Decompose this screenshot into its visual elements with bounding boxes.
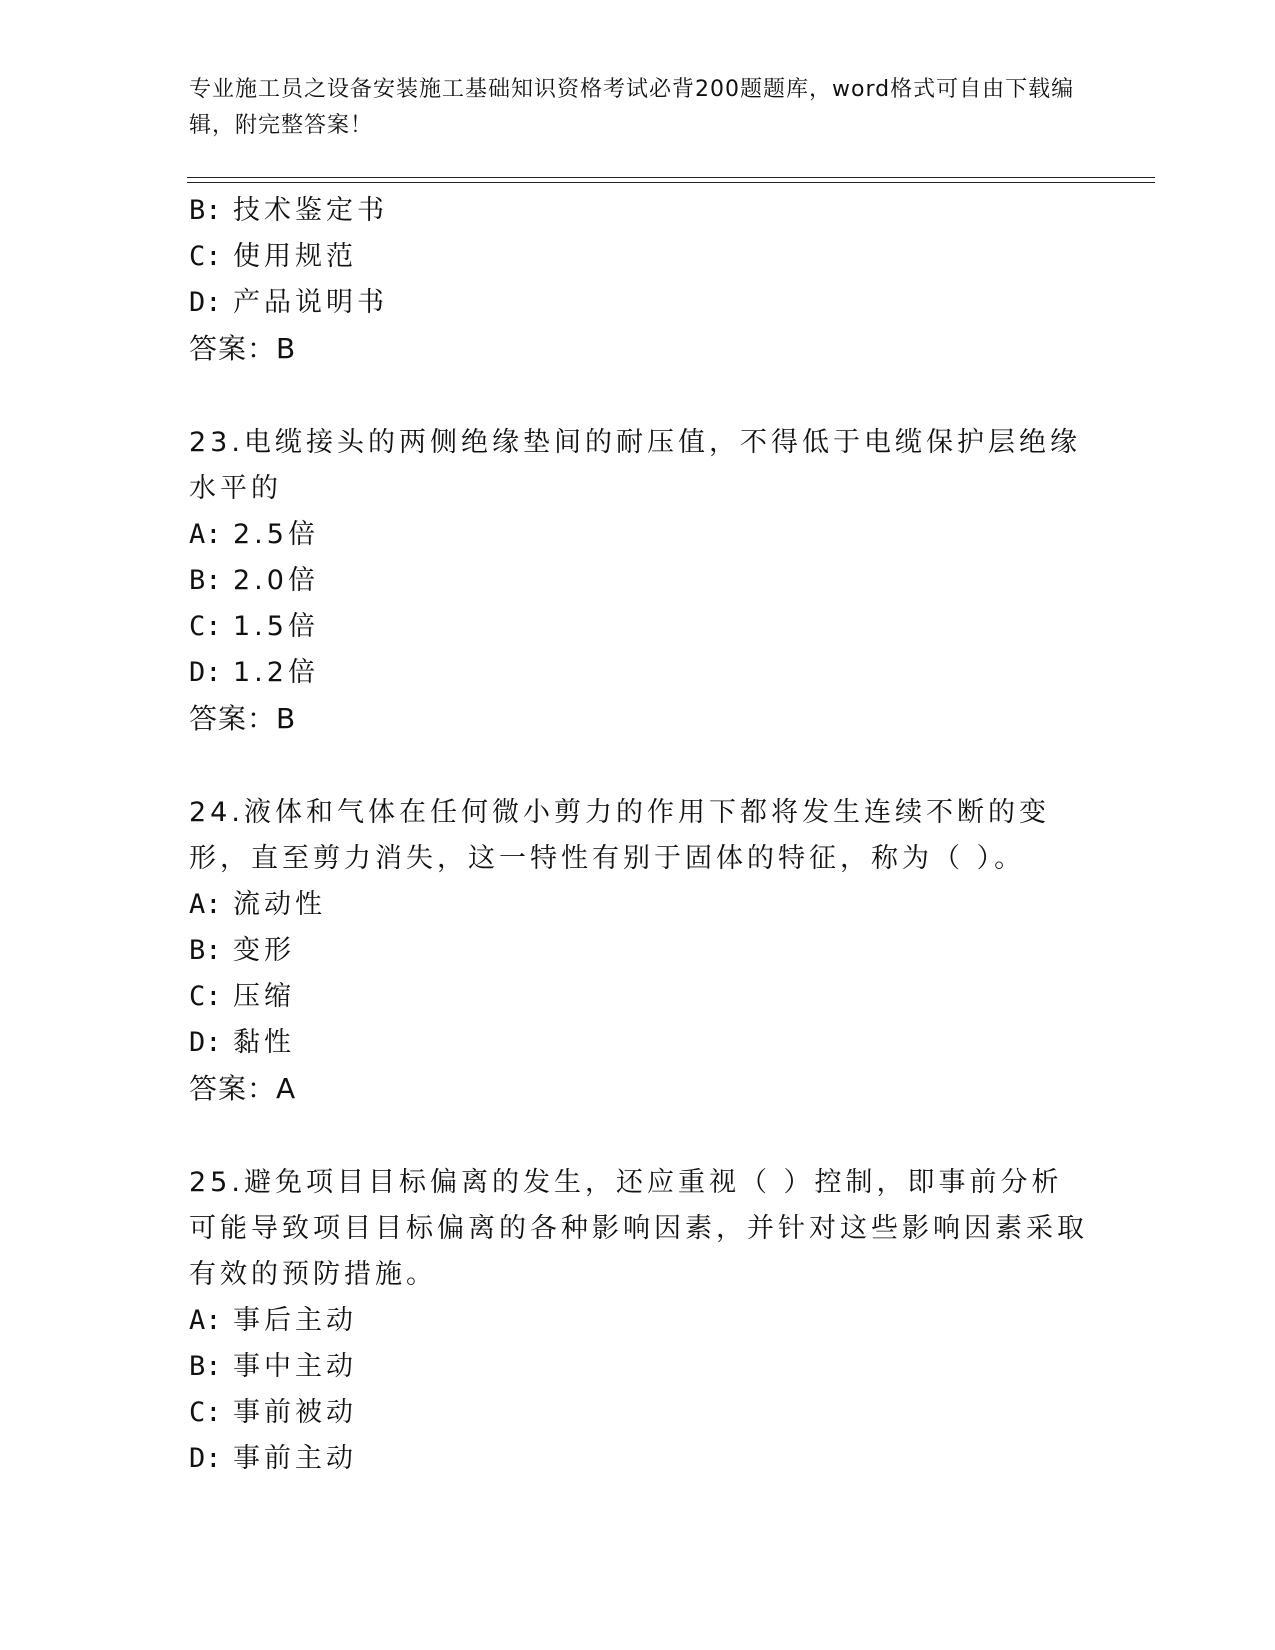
question-24 bbox=[189, 790, 1089, 1112]
option-a: A: 流动性 bbox=[189, 889, 326, 920]
answer-line: 答案：A bbox=[189, 1072, 297, 1105]
option-b: B: 2.0倍 bbox=[189, 565, 319, 596]
option-c: C: 事前被动 bbox=[189, 1397, 357, 1428]
option-d: D: 事前主动 bbox=[189, 1443, 357, 1474]
option-b: B: 变形 bbox=[189, 935, 295, 966]
question-text: 25.避免项目目标偏离的发生，还应重视（ ）控制，即事前分析可能导致项目目标偏离的各种影响因素，并针对这些影响因素采取有效的预防措施。 bbox=[189, 1167, 1088, 1290]
answer-line: 答案：B bbox=[189, 332, 297, 365]
question-list bbox=[189, 188, 1089, 1482]
question-23 bbox=[189, 420, 1089, 742]
question-22-continued bbox=[189, 188, 1089, 372]
option-d: D: 产品说明书 bbox=[189, 287, 388, 318]
option-a: A: 事后主动 bbox=[189, 1305, 357, 1336]
option-c: C: 压缩 bbox=[189, 981, 295, 1012]
option-b: B: 技术鉴定书 bbox=[189, 195, 388, 226]
option-d: D: 1.2倍 bbox=[189, 657, 319, 688]
question-25 bbox=[189, 1160, 1089, 1482]
question-text: 23.电缆接头的两侧绝缘垫间的耐压值，不得低于电缆保护层绝缘水平的 bbox=[189, 427, 1081, 504]
option-c: C: 1.5倍 bbox=[189, 611, 319, 642]
option-d: D: 黏性 bbox=[189, 1027, 295, 1058]
header-title: 专业施工员之设备安装施工基础知识资格考试必背200题题库，word格式可自由下载编辑，附完整答案！ bbox=[189, 77, 1075, 138]
header-divider-bottom bbox=[187, 182, 1155, 183]
option-c: C: 使用规范 bbox=[189, 241, 357, 272]
header-divider-top bbox=[187, 177, 1155, 178]
answer-line: 答案：B bbox=[189, 702, 297, 735]
option-a: A: 2.5倍 bbox=[189, 519, 319, 550]
question-text: 24.液体和气体在任何微小剪力的作用下都将发生连续不断的变形，直至剪力消失，这一特性有别于固体的特征，称为（ ）。 bbox=[189, 797, 1050, 874]
option-b: B: 事中主动 bbox=[189, 1351, 357, 1382]
document-header bbox=[189, 72, 1089, 144]
